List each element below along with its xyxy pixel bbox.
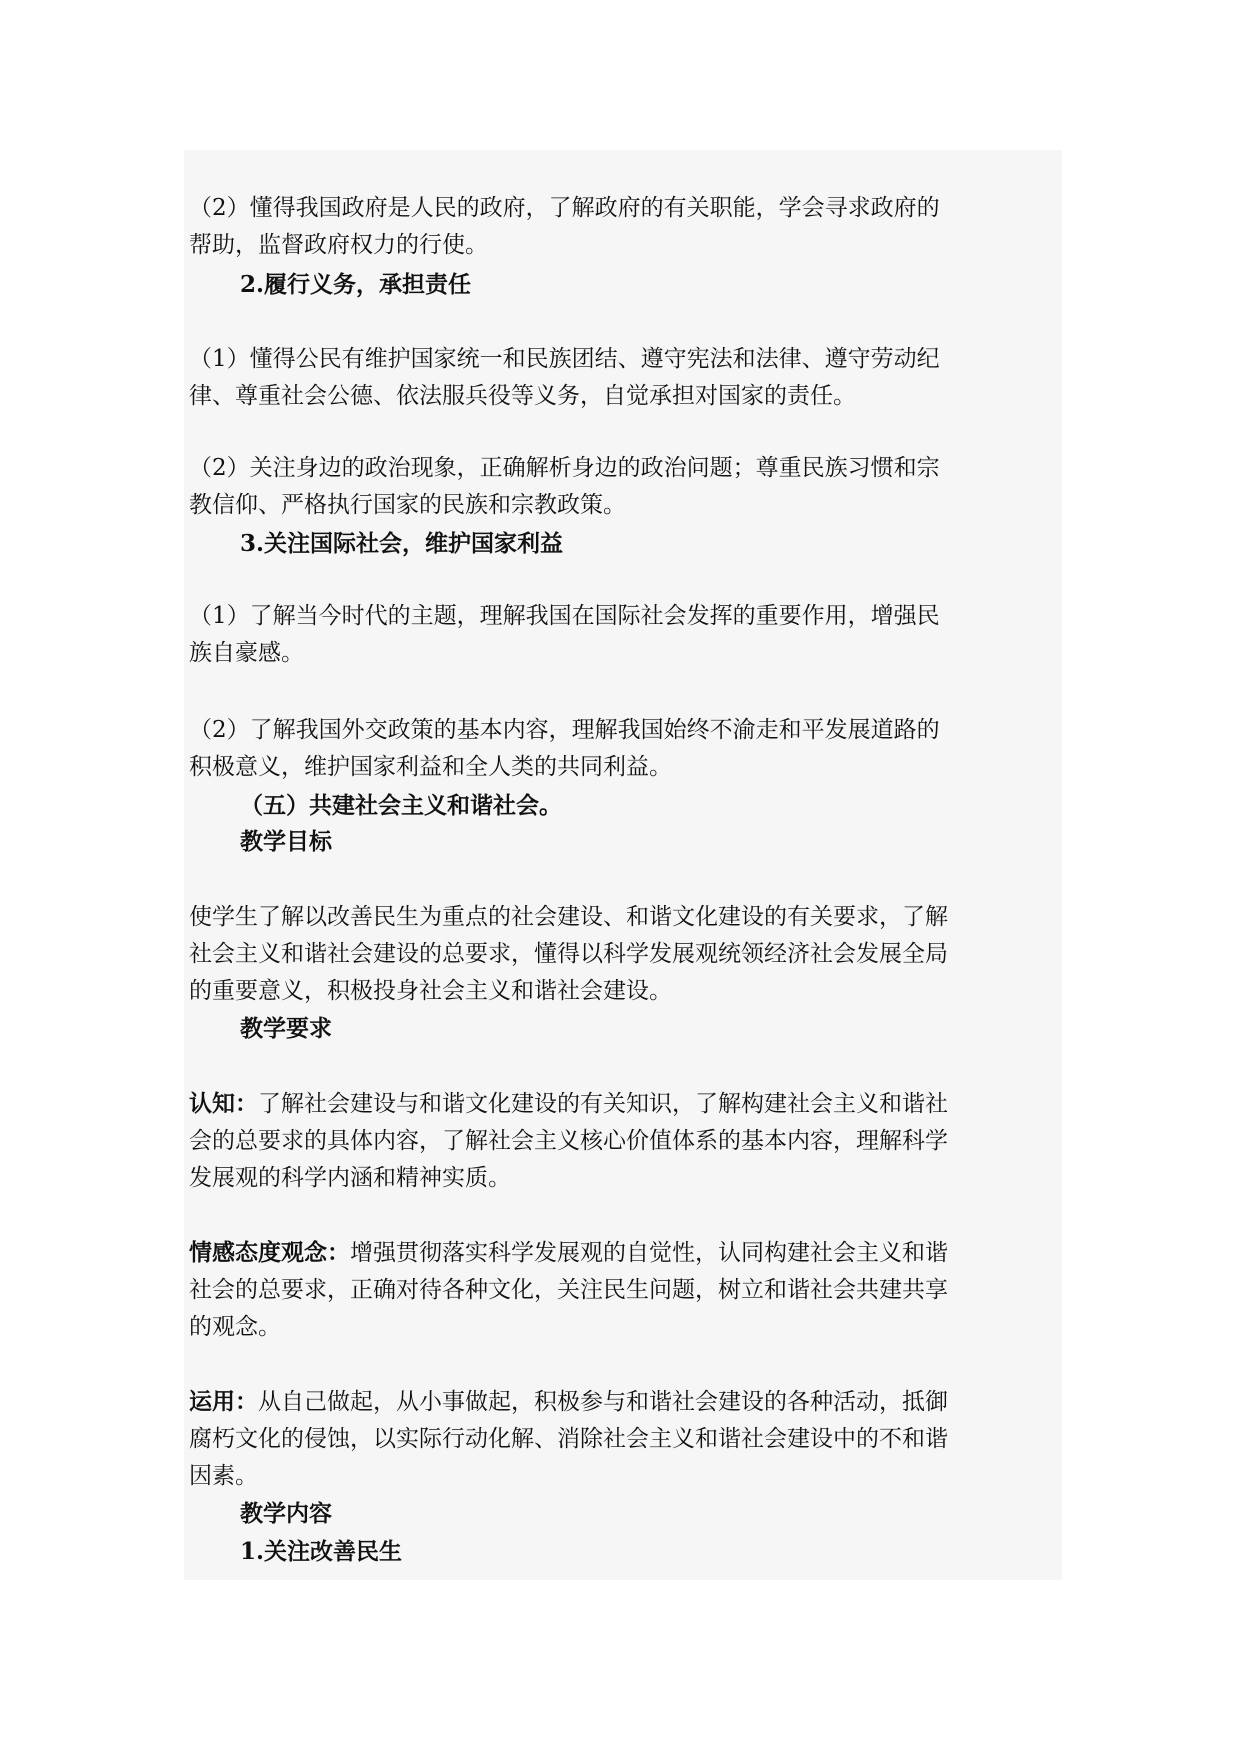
paragraph-goal	[189, 899, 1057, 1010]
text-line: 会的总要求的具体内容，了解社会主义核心价值体系的基本内容，理解科学	[189, 1128, 948, 1154]
text-line: 情感态度观念：增强贯彻落实科学发展观的自觉性，认同构建社会主义和谐	[189, 1239, 948, 1266]
text-line: （1）懂得公民有维护国家统一和民族团结、遵守宪法和法律、遵守劳动纪	[189, 346, 940, 372]
text-line: （1）了解当今时代的主题，理解我国在国际社会发挥的重要作用，增强民	[189, 603, 940, 629]
text-line: 认知：了解社会建设与和谐文化建设的有关知识，了解构建社会主义和谐社	[189, 1090, 948, 1117]
text-line: 积极意义，维护国家利益和全人类的共同利益。	[189, 754, 672, 780]
text-line: 教信仰、严格执行国家的民族和宗教政策。	[189, 492, 626, 518]
paragraph-international-1	[189, 598, 1057, 672]
paragraph-cognition	[189, 1085, 1057, 1197]
text-line: （2）了解我国外交政策的基本内容，理解我国始终不渝走和平发展道路的	[189, 717, 940, 743]
text-line: 的重要意义，积极投身社会主义和谐社会建设。	[189, 978, 672, 1004]
paragraph-duties-1	[189, 341, 1057, 415]
heading-teaching-goal: 教学目标	[240, 828, 332, 855]
application-label: 运用：	[189, 1388, 258, 1415]
paragraph-application	[189, 1383, 1057, 1495]
attitude-label: 情感态度观念：	[189, 1239, 350, 1266]
heading-teaching-content: 教学内容	[240, 1500, 332, 1527]
text-line: 因素。	[189, 1463, 258, 1489]
heading-international: 3.关注国际社会，维护国家利益	[240, 530, 564, 557]
text-line: 的观念。	[189, 1314, 281, 1340]
text-line: 发展观的科学内涵和精神实质。	[189, 1165, 511, 1191]
text-line: 社会主义和谐社会建设的总要求，懂得以科学发展观统领经济社会发展全局	[189, 941, 948, 967]
cognition-label: 认知：	[189, 1090, 258, 1117]
text-line: 帮助，监督政府权力的行使。	[189, 232, 488, 258]
text-line: 使学生了解以改善民生为重点的社会建设、和谐文化建设的有关要求，了解	[189, 904, 948, 930]
text-line: （2）懂得我国政府是人民的政府，了解政府的有关职能，学会寻求政府的	[189, 195, 940, 221]
paragraph-duties-2	[189, 450, 1057, 524]
heading-duties: 2.履行义务，承担责任	[240, 271, 472, 298]
text-line: （2）关注身边的政治现象，正确解析身边的政治问题；尊重民族习惯和宗	[189, 455, 940, 481]
heading-harmonious-society: （五）共建社会主义和谐社会。	[240, 792, 562, 819]
text-line: 律、尊重社会公德、依法服兵役等义务，自觉承担对国家的责任。	[189, 383, 856, 409]
heading-teaching-requirements: 教学要求	[240, 1015, 332, 1042]
paragraph-government	[189, 190, 1057, 264]
text-line: 族自豪感。	[189, 640, 304, 666]
paragraph-attitude	[189, 1234, 1057, 1346]
heading-livelihood: 1.关注改善民生	[240, 1538, 403, 1565]
paragraph-international-2	[189, 712, 1057, 786]
text-line: 社会的总要求，正确对待各种文化，关注民生问题，树立和谐社会共建共享	[189, 1277, 948, 1303]
text-line: 腐朽文化的侵蚀，以实际行动化解、消除社会主义和谐社会建设中的不和谐	[189, 1426, 948, 1452]
text-line: 运用：从自己做起，从小事做起，积极参与和谐社会建设的各种活动，抵御	[189, 1388, 948, 1415]
